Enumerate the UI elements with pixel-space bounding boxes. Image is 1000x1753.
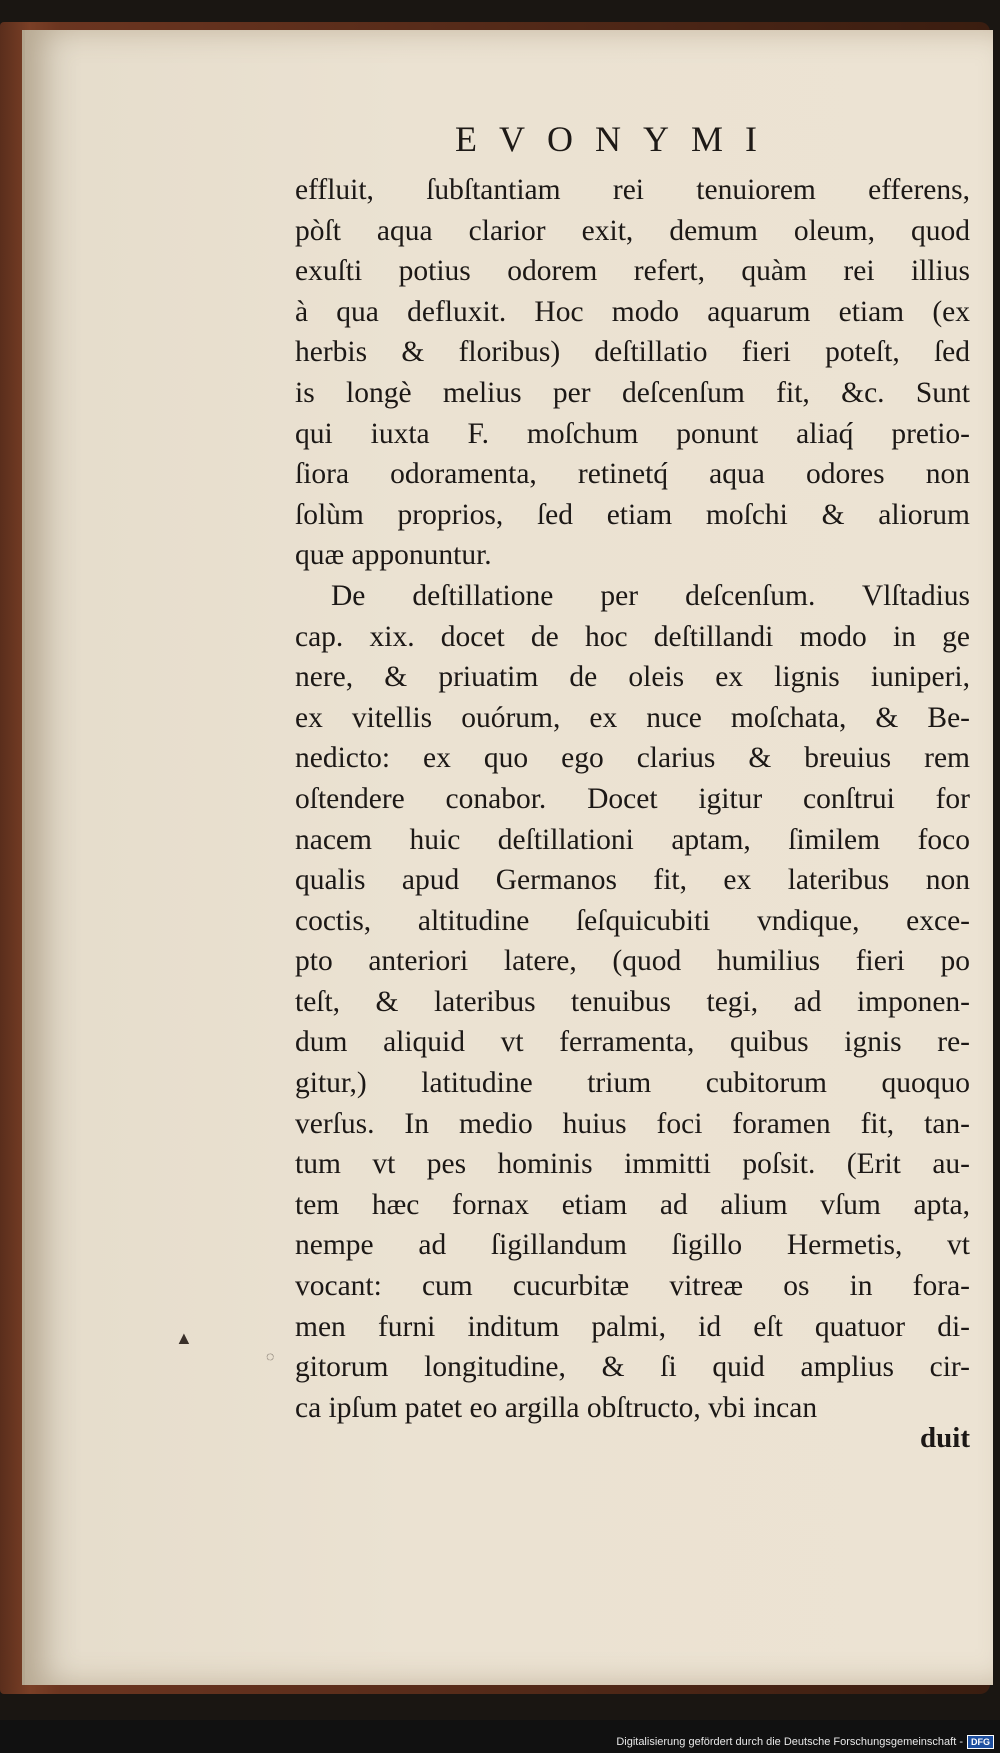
text-line: nacem huic deſtillationi aptam, ſimilem foco <box>295 823 970 856</box>
text-line: men furni inditum palmi, id eſt quatuor di- <box>295 1310 970 1343</box>
running-head: EVONYMI <box>455 119 779 159</box>
text-line: nere, & priuatim de oleis ex lignis iuniperi, <box>295 661 970 694</box>
text-line: tum vt pes hominis immitti poſsit. (Erit au- <box>295 1148 970 1181</box>
text-line: cap. xix. docet de hoc deſtillandi modo in ge <box>295 620 970 653</box>
text-line: teſt, & lateribus tenuibus tegi, ad imponen- <box>295 985 970 1018</box>
text-line: effluit, ſubſtantiam rei tenuiorem efferens, <box>295 174 970 206</box>
text-line: gitur,) latitudine trium cubitorum quoquo <box>295 1067 970 1100</box>
text-line: herbis & floribus) deſtillatio fieri poteſt, ſed <box>295 336 970 369</box>
text-line: ex vitellis ouórum, ex nuce moſchata, & Be- <box>295 701 970 734</box>
text-line: dum aliquid vt ferramenta, quibus ignis re- <box>295 1026 970 1059</box>
text-line: pòſt aqua clarior exit, demum oleum, quod <box>295 214 970 247</box>
text-line: coctis, altitudine ſeſquicubiti vndique, exce- <box>295 904 970 937</box>
text-line: qui iuxta F. moſchum ponunt aliaq́ pretio- <box>295 417 970 450</box>
text-line: verſus. In medio huius foci foramen fit, tan- <box>295 1107 970 1140</box>
text-line: oſtendere conabor. Docet igitur conſtrui for <box>295 782 970 815</box>
text-line: De deſtillatione per deſcenſum. Vlſtadius <box>331 579 970 612</box>
body-text <box>295 170 970 1428</box>
text-line: tem hæc fornax etiam ad alium vſum apta, <box>295 1188 970 1221</box>
footer-text: Digitalisierung gefördert durch die Deutsche Forschungsgemeinschaft - <box>616 1736 963 1748</box>
text-line: qualis apud Germanos fit, ex lateribus non <box>295 864 970 897</box>
text-line: ſolùm proprios, ſed etiam moſchi & aliorum <box>295 498 970 531</box>
text-line: gitorum longitudine, & ſi quid amplius cir- <box>295 1351 970 1384</box>
ink-speck: ▲ <box>175 1328 193 1348</box>
text-line: ca ipſum patet eo argilla obſtructo, vbi incan <box>295 1391 818 1424</box>
ink-speck: ◌ <box>266 1350 275 1365</box>
text-line: vocant: cum cucurbitæ vitreæ os in fora- <box>295 1270 970 1303</box>
text-line: quæ apponuntur. <box>295 539 492 572</box>
dfg-logo: DFG <box>967 1735 994 1749</box>
text-line: nempe ad ſigillandum ſigillo Hermetis, vt <box>295 1229 970 1262</box>
text-line: ſiora odoramenta, retinetq́ aqua odores non <box>295 458 970 491</box>
footer-credit <box>616 1735 994 1749</box>
text-line: pto anteriori latere, (quod humilius fieri po <box>295 945 970 978</box>
text-line: exuſti potius odorem refert, quàm rei illius <box>295 255 970 288</box>
text-line: à qua defluxit. Hoc modo aquarum etiam (ex <box>295 295 970 328</box>
text-line: is longè melius per deſcenſum fit, &c. Sunt <box>295 376 970 409</box>
catchword: duit <box>920 1422 970 1454</box>
text-line: nedicto: ex quo ego clarius & breuius rem <box>295 742 970 775</box>
